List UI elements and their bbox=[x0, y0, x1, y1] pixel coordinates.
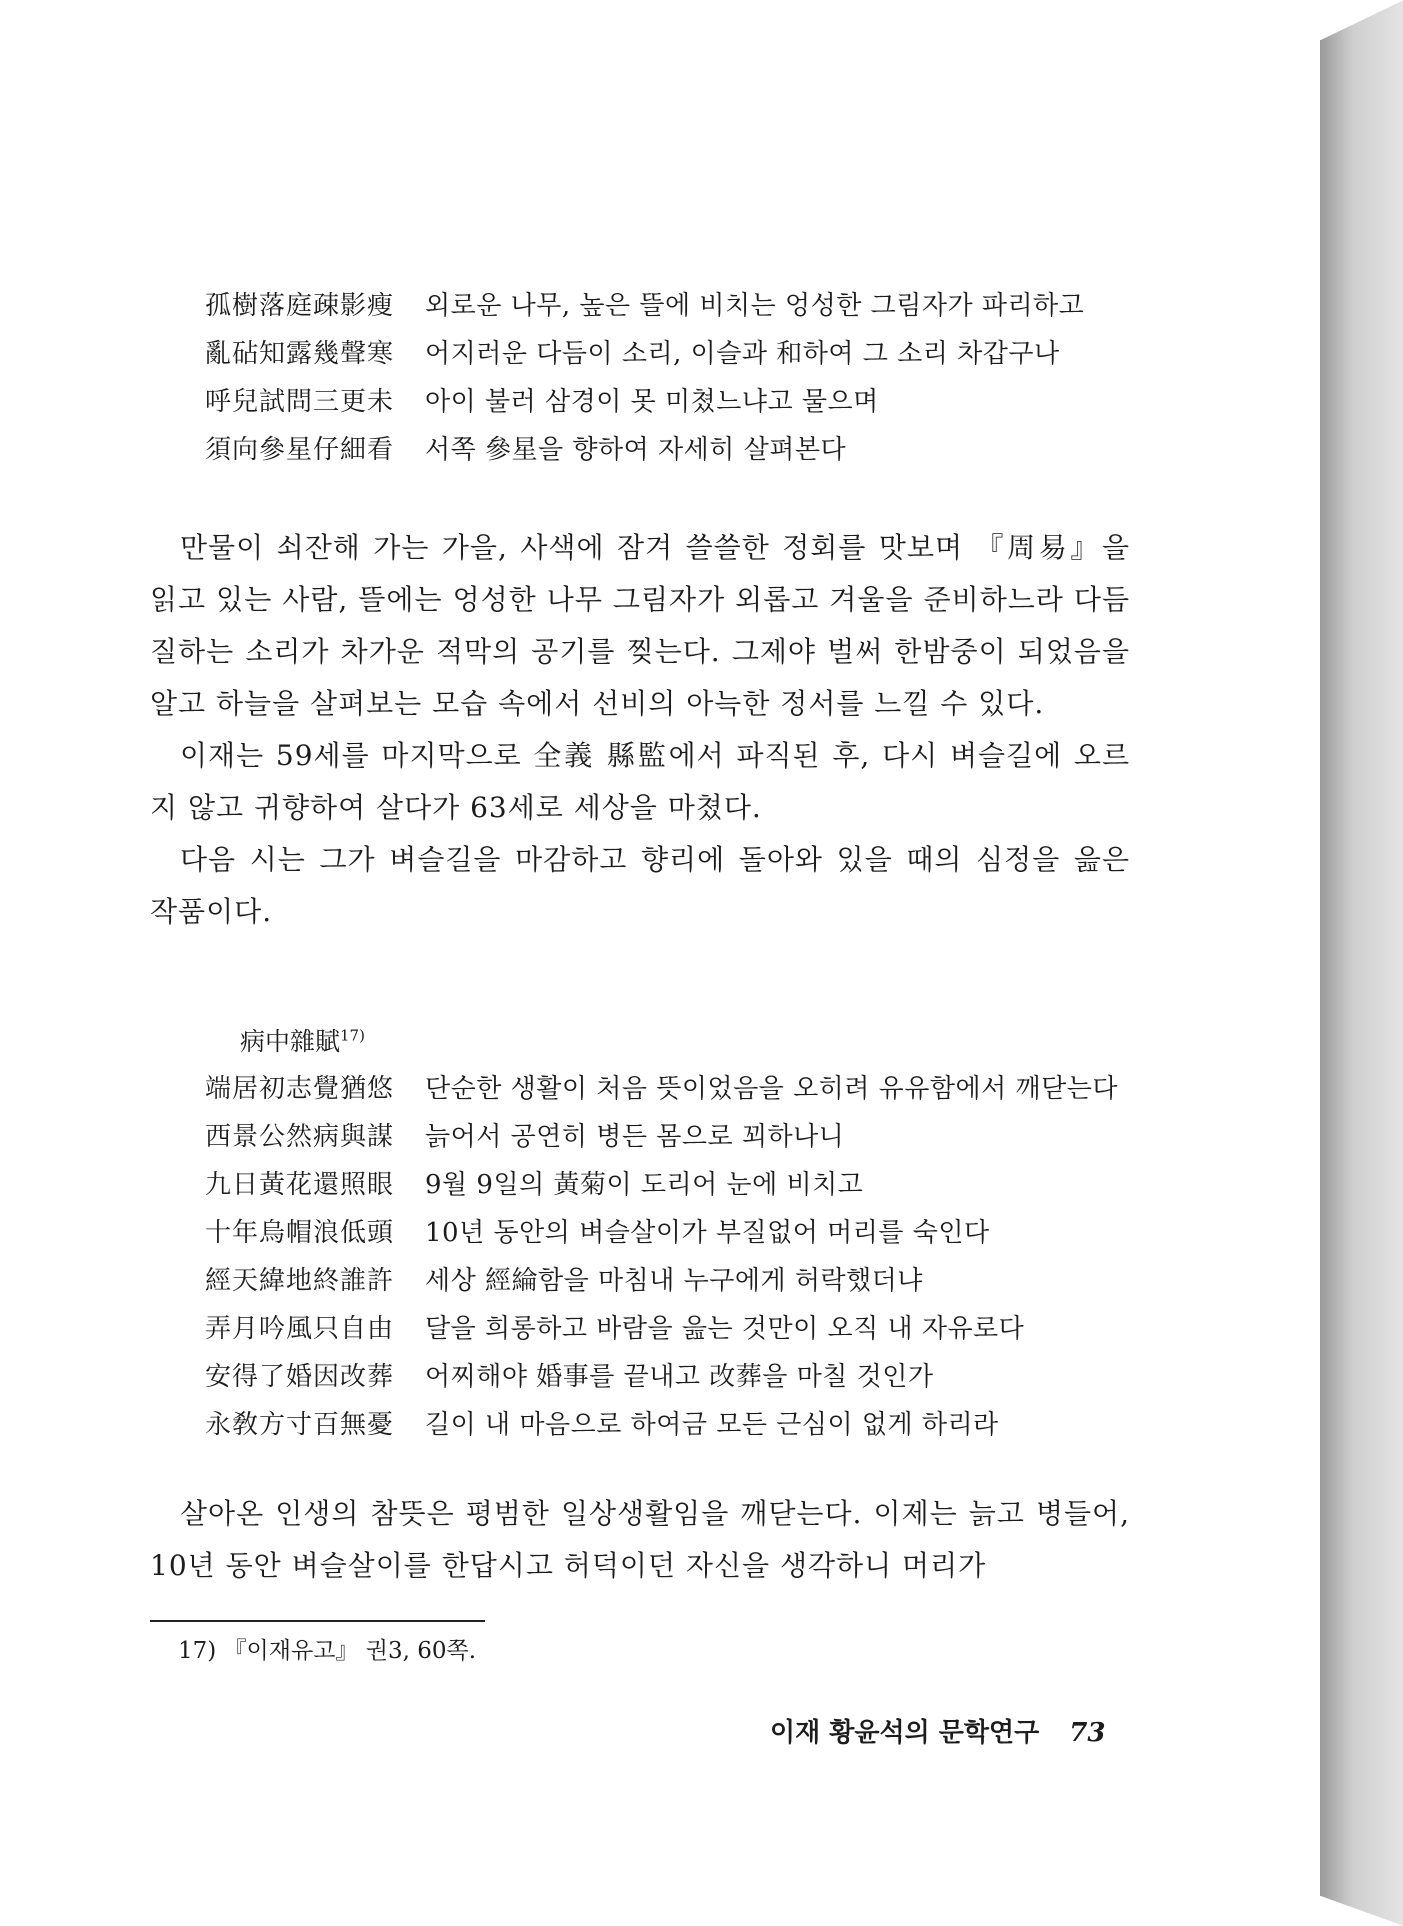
poem-line bbox=[205, 1401, 1118, 1449]
paragraph: 이재는 59세를 마지막으로 全義 縣監에서 파직된 후, 다시 벼슬길에 오르지 않고 귀향하여 살다가 63세로 세상을 마쳤다. bbox=[150, 739, 1130, 824]
poem-translation: 어지러운 다듬이 소리, 이슬과 和하여 그 소리 차갑구나 bbox=[425, 339, 1060, 369]
book-edge-bottom-bevel bbox=[1320, 1896, 1403, 1926]
poem-translation: 늙어서 공연히 병든 몸으로 꾀하나니 bbox=[425, 1122, 845, 1152]
page-number: 73 bbox=[1069, 1718, 1106, 1748]
footnote-ref[interactable]: 17) bbox=[340, 1026, 365, 1045]
poem-hanja: 亂砧知露幾聲寒 bbox=[205, 339, 395, 369]
body-text-two bbox=[150, 1488, 1130, 1592]
poem-line bbox=[205, 1353, 1118, 1401]
page-footer bbox=[770, 1712, 1105, 1749]
poem-translation: 9월 9일의 黃菊이 도리어 눈에 비치고 bbox=[425, 1170, 864, 1200]
poem-hanja: 經天緯地終誰許 bbox=[205, 1266, 395, 1296]
poem-line bbox=[205, 1113, 1118, 1161]
poem-line bbox=[205, 1305, 1118, 1353]
poem-line bbox=[205, 378, 1084, 426]
poem-line bbox=[205, 1161, 1118, 1209]
poem-hanja: 弄月吟風只自由 bbox=[205, 1314, 395, 1344]
poem-line bbox=[205, 330, 1084, 378]
poem-title-text: 病中雜賦 bbox=[240, 1027, 341, 1056]
poem-translation: 외로운 나무, 높은 뜰에 비치는 엉성한 그림자가 파리하고 bbox=[425, 291, 1085, 321]
poem-translation: 서쪽 參星을 향하여 자세히 살펴본다 bbox=[425, 435, 847, 465]
poem-two bbox=[205, 1065, 1118, 1449]
poem-line bbox=[205, 1257, 1118, 1305]
poem-translation: 10년 동안의 벼슬살이가 부질없어 머리를 숙인다 bbox=[425, 1218, 990, 1248]
poem-line bbox=[205, 1065, 1118, 1113]
poem-hanja: 永敎方寸百無憂 bbox=[205, 1410, 395, 1440]
book-edge bbox=[1320, 0, 1403, 1926]
paragraph: 만물이 쇠잔해 가는 가을, 사색에 잠겨 쓸쓸한 정회를 맛보며 『周易』을 읽고 있는 사람, 뜰에는 엉성한 나무 그림자가 외롭고 겨울을 준비하느라 다듬질하는 소리가 차가운 적막의 공기를 찢는다. 그제야 벌써 한밤중이 되었음을 알고 하늘을 살펴보는 모습 속에서 선비의 아늑한 정서를 느낄 수 있다. bbox=[150, 531, 1130, 720]
poem-hanja: 西景公然病與謀 bbox=[205, 1122, 395, 1152]
paragraph: 살아온 인생의 참뜻은 평범한 일상생활임을 깨닫는다. 이제는 늙고 병들어, 10년 동안 벼슬살이를 한답시고 허덕이던 자신을 생각하니 머리가 bbox=[150, 1497, 1130, 1582]
paragraph: 다음 시는 그가 벼슬길을 마감하고 향리에 돌아와 있을 때의 심정을 읊은 작품이다. bbox=[150, 843, 1130, 928]
poem-line bbox=[205, 282, 1084, 330]
poem-translation: 아이 불러 삼경이 못 미쳤느냐고 물으며 bbox=[425, 387, 879, 417]
poem-translation: 어찌해야 婚事를 끝내고 改葬을 마칠 것인가 bbox=[425, 1362, 934, 1392]
poem-hanja: 九日黃花還照眼 bbox=[205, 1170, 395, 1200]
poem-translation: 세상 經綸함을 마침내 누구에게 허락했더냐 bbox=[425, 1266, 923, 1296]
poem-translation: 단순한 생활이 처음 뜻이었음을 오히려 유유함에서 깨닫는다 bbox=[425, 1074, 1118, 1104]
body-text-one bbox=[150, 522, 1130, 938]
footnote: 17) 『이재유고』 권3, 60쪽. bbox=[178, 1638, 477, 1664]
poem-hanja: 十年烏帽浪低頭 bbox=[205, 1218, 395, 1248]
poem-two-title bbox=[240, 1022, 365, 1058]
poem-line bbox=[205, 426, 1084, 474]
poem-line bbox=[205, 1209, 1118, 1257]
running-title: 이재 황윤석의 문학연구 bbox=[770, 1718, 1040, 1748]
poem-hanja: 須向參星仔細看 bbox=[205, 435, 395, 465]
poem-hanja: 安得了婚因改葬 bbox=[205, 1362, 395, 1392]
poem-hanja: 呼兒試問三更未 bbox=[205, 387, 395, 417]
poem-one bbox=[205, 282, 1084, 474]
footnote-divider bbox=[150, 1620, 485, 1622]
poem-translation: 길이 내 마음으로 하여금 모든 근심이 없게 하리라 bbox=[425, 1410, 999, 1440]
poem-hanja: 孤樹落庭疎影瘦 bbox=[205, 291, 395, 321]
poem-hanja: 端居初志覺猶悠 bbox=[205, 1074, 395, 1104]
book-edge-top-bevel bbox=[1320, 0, 1403, 40]
poem-translation: 달을 희롱하고 바람을 읊는 것만이 오직 내 자유로다 bbox=[425, 1314, 1025, 1344]
